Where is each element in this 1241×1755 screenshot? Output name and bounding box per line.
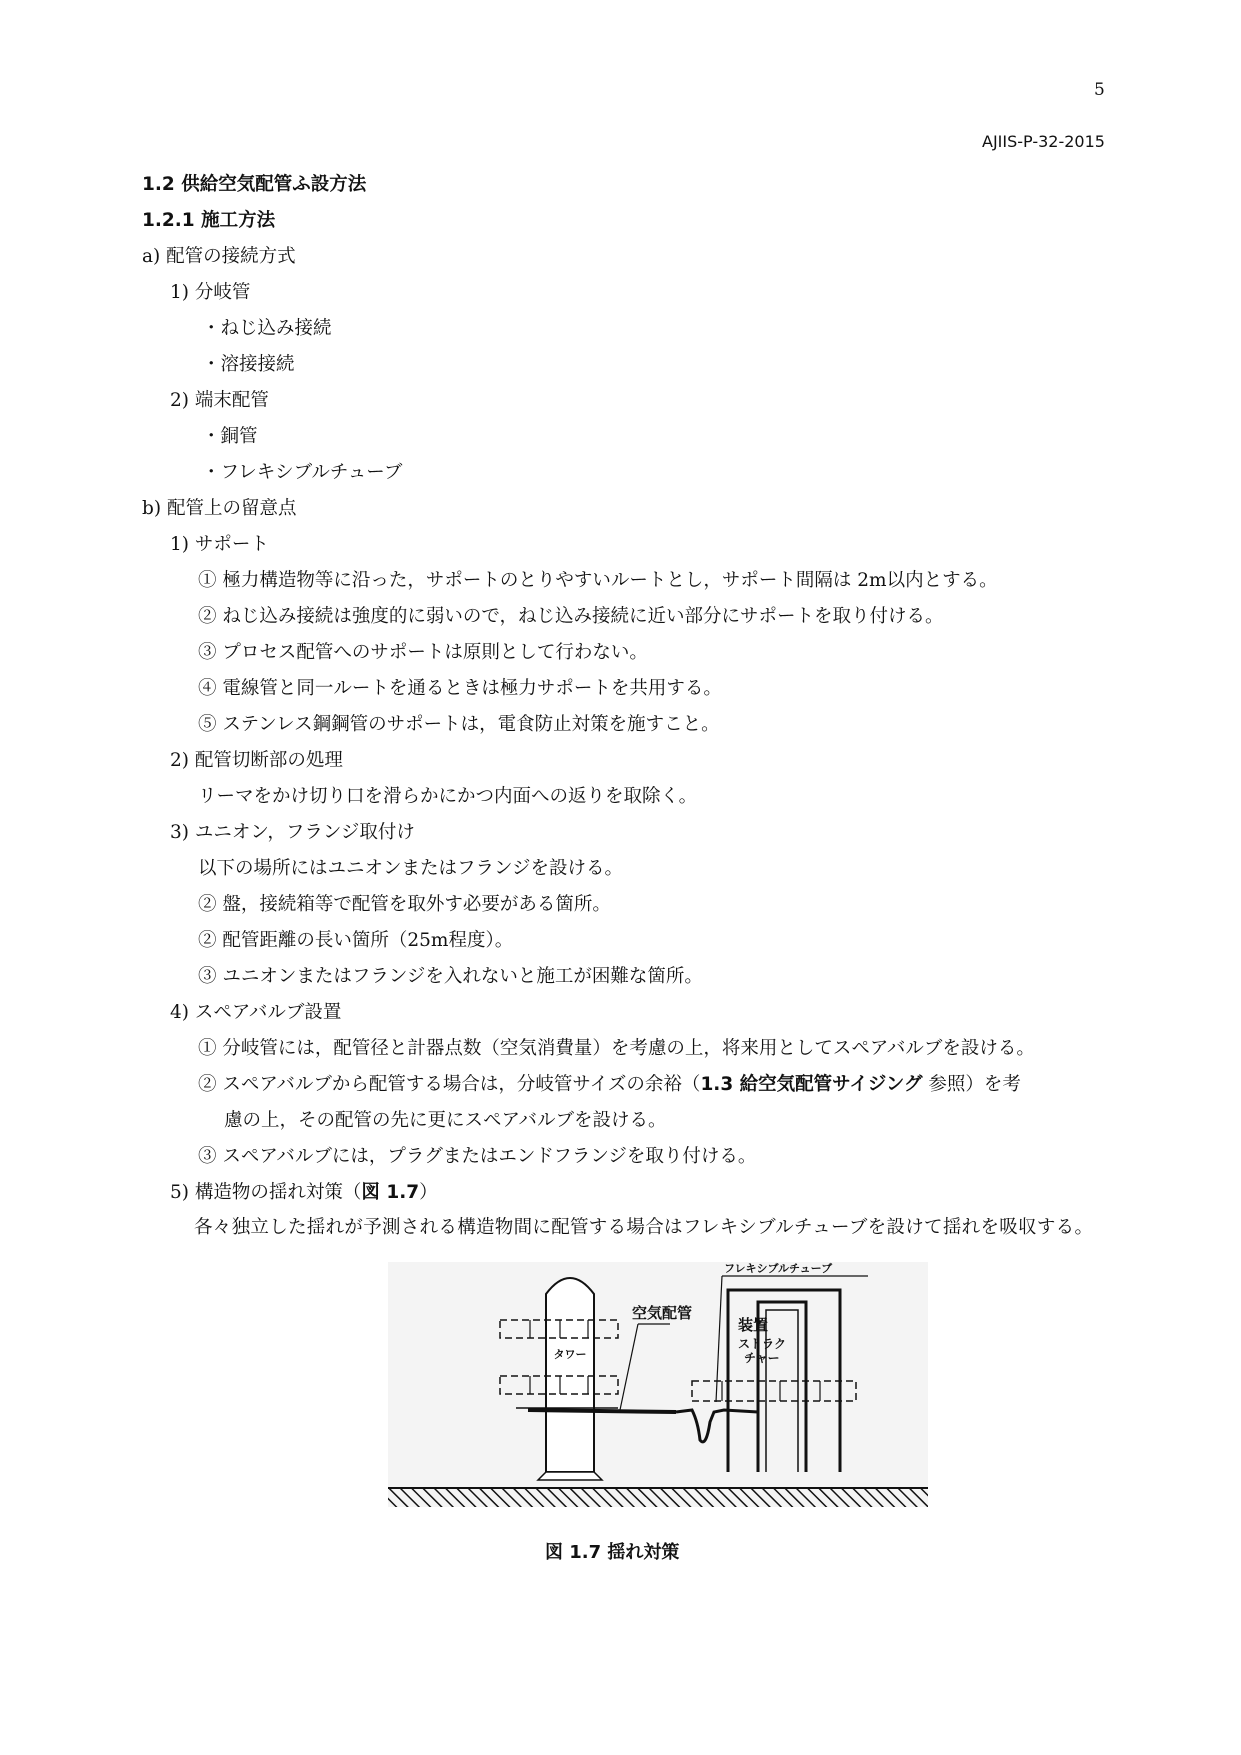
support-item: ① 極力構造物等に沿った，サポートのとりやすいルートとし，サポート間隔は 2m以内とする。	[198, 570, 998, 591]
support-item: ③ プロセス配管へのサポートは原則として行わない。	[198, 642, 648, 663]
structure-label: チャー	[744, 1351, 780, 1365]
list-item: ・ねじ込み接続	[202, 318, 332, 339]
tower-base	[538, 1472, 602, 1480]
sway-text: 各々独立した揺れが予測される構造物間に配管する場合はフレキシブルチューブを設けて揺れを吸収する。	[194, 1217, 1094, 1238]
equipment-label: 装置	[738, 1316, 769, 1334]
figure-reference: 図 1.7	[361, 1182, 420, 1203]
support-item: ② ねじ込み接続は強度的に弱いので，ねじ込み接続に近い部分にサポートを取り付ける。	[198, 606, 944, 627]
section-reference: 1.3 給空気配管サイジング	[700, 1074, 923, 1095]
tower-label: タワー	[553, 1348, 587, 1361]
sway-countermeasure-figure	[388, 1262, 928, 1507]
air-pipe	[528, 1410, 676, 1412]
ground	[388, 1488, 928, 1507]
tower	[546, 1278, 594, 1472]
figure-background	[388, 1262, 928, 1507]
support-item: ④ 電線管と同一ルートを通るときは極力サポートを共用する。	[198, 678, 722, 699]
sway-heading	[170, 1181, 438, 1205]
spare-item: ① 分岐管には，配管径と計器点数（空気消費量）を考慮の上，将来用としてスペアバルブを設ける。	[198, 1038, 1035, 1059]
union-item: ② 盤，接続箱等で配管を取外す必要がある箇所。	[198, 894, 611, 915]
list-item: ・溶接接続	[202, 354, 295, 375]
air-pipe-label: 空気配管	[632, 1304, 693, 1322]
b-heading: b) 配管上の留意点	[142, 498, 297, 519]
union-heading: 3) ユニオン，フランジ取付け	[170, 822, 415, 843]
structure-label: ストラク	[738, 1337, 787, 1351]
sway-heading-text: 5) 構造物の揺れ対策（	[170, 1182, 362, 1203]
cut-text: リーマをかけ切り口を滑らかにかつ内面への返りを取除く。	[198, 786, 698, 807]
figure-caption: 図 1.7 揺れ対策	[545, 1542, 680, 1563]
sway-heading-text: ）	[419, 1182, 438, 1203]
spare-item2-text: 参照）を考	[922, 1074, 1021, 1095]
spare-item2-text: ② スペアバルブから配管する場合は，分岐管サイズの余裕（	[198, 1074, 701, 1095]
a-item1-heading: 1) 分岐管	[170, 282, 251, 303]
support-item: ⑤ ステンレス鋼鋼管のサポートは，電食防止対策を施すこと。	[198, 714, 720, 735]
subsection-title: 1.2.1 施工方法	[142, 210, 276, 231]
a-heading: a) 配管の接続方式	[142, 246, 296, 267]
union-item: ③ ユニオンまたはフランジを入れないと施工が困難な箇所。	[198, 966, 703, 987]
spare-item	[198, 1073, 1021, 1097]
flexible-tube-label: フレキシブルチューブ	[724, 1262, 833, 1275]
document-code: AJIIS-P-32-2015	[982, 132, 1105, 151]
spare-heading: 4) スペアバルブ設置	[170, 1002, 342, 1023]
union-intro: 以下の場所にはユニオンまたはフランジを設ける。	[198, 858, 624, 879]
a-item2-heading: 2) 端末配管	[170, 390, 269, 411]
union-item: ② 配管距離の長い箇所（25m程度）。	[198, 930, 514, 951]
page-number: 5	[1094, 80, 1105, 100]
list-item: ・フレキシブルチューブ	[202, 462, 403, 483]
section-title: 1.2 供給空気配管ふ設方法	[142, 174, 367, 195]
support-heading: 1) サポート	[170, 534, 269, 555]
cut-heading: 2) 配管切断部の処理	[170, 750, 343, 771]
spare-item: ③ スペアバルブには，プラグまたはエンドフランジを取り付ける。	[198, 1146, 757, 1167]
list-item: ・銅管	[202, 426, 258, 447]
spare-item-continuation: 慮の上，その配管の先に更にスペアバルブを設ける。	[224, 1110, 667, 1131]
